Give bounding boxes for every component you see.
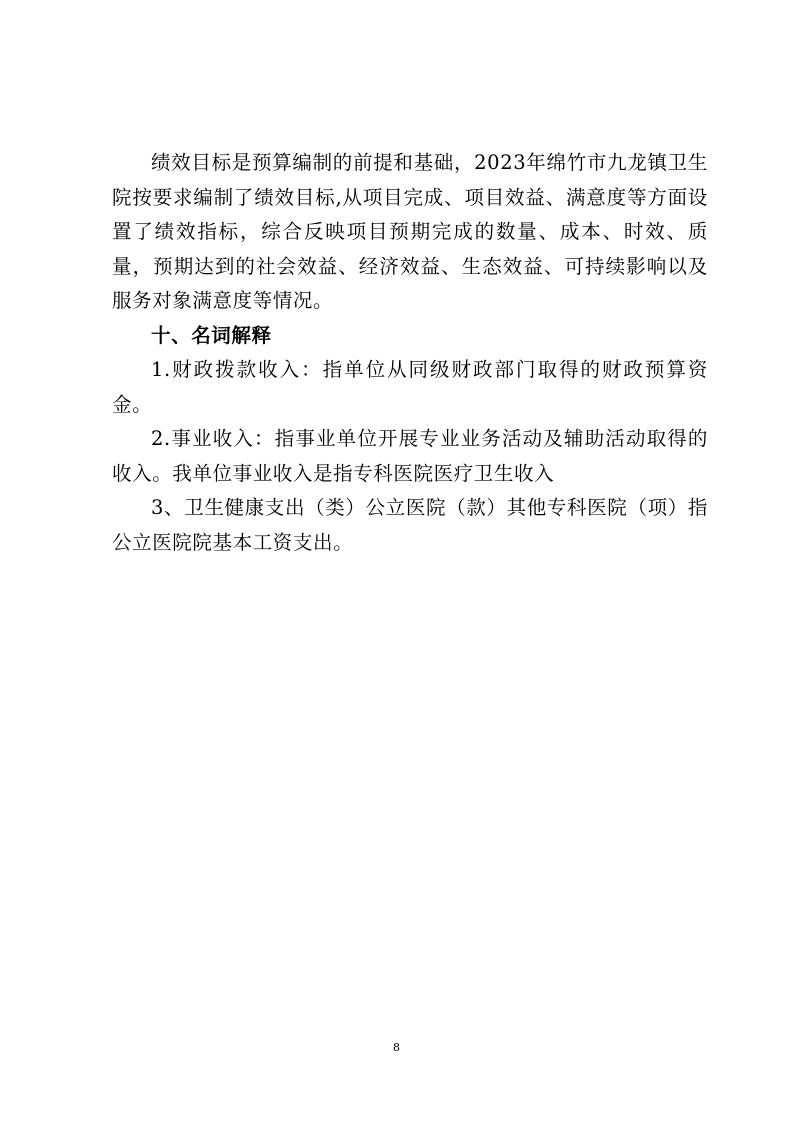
page-number: 8 [393,1041,400,1054]
paragraph-business-income: 2.事业收入：指事业单位开展专业业务活动及辅助活动取得的收入。我单位事业收入是指专科医院医疗卫生收入 [112,427,708,485]
paragraph-health-expenditure: 3、卫生健康支出（类）公立医院（款）其他专科医院（项）指公立医院院基本工资支出。 [112,496,708,554]
document-body [112,146,708,560]
paragraph-fiscal-appropriation-income: 1.财政拨款收入：指单位从同级财政部门取得的财政预算资金。 [112,358,708,416]
paragraph-performance-goals: 绩效目标是预算编制的前提和基础，2023年绵竹市九龙镇卫生院按要求编制了绩效目标,从项目完成、项目效益、满意度等方面设置了绩效指标，综合反映项目预期完成的数量、成本、时效、质量，预期达到的社会效益、经济效益、生态效益、可持续影响以及服务对象满意度等情况。 [112,151,708,312]
section-heading-glossary: 十、名词解释 [151,323,272,347]
